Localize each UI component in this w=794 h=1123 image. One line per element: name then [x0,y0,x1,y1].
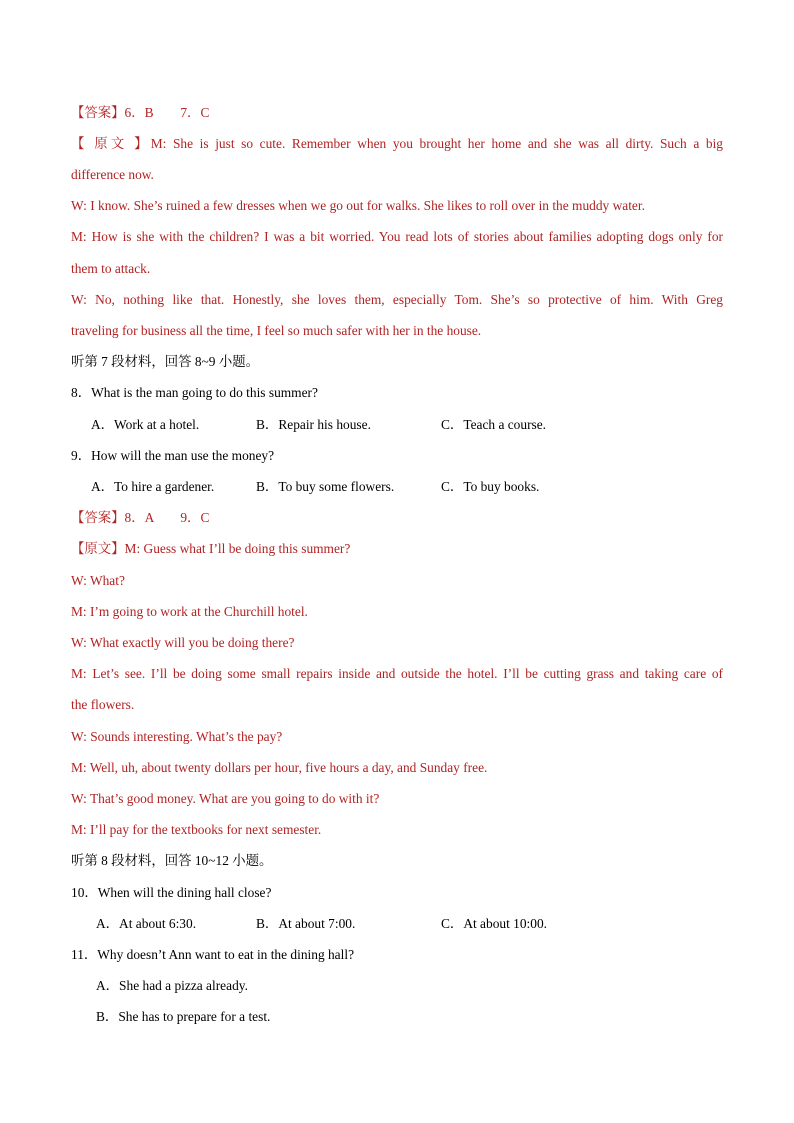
answer-6-7: 【答案】6．B 7．C [71,105,210,120]
transcript-line: 【 原文 】M: She is just so cute. Remember when you brought her home and she was all dirty. Such a big [71,136,723,151]
question-11: 11．Why doesn’t Ann want to eat in the dining hall? [71,947,355,962]
question-10: 10．When will the dining hall close? [71,885,272,900]
transcript-line: W: Sounds interesting. What’s the pay? [71,729,283,744]
question-9: 9．How will the man use the money? [71,448,275,463]
q10-option-b: B．At about 7:00. [256,916,356,931]
transcript-line: M: Let’s see. I’ll be doing some small repairs inside and outside the hotel. I’ll be cutting grass and taking care of [71,666,723,681]
transcript-line: traveling for business all the time, I feel so much safer with her in the house. [71,323,482,338]
transcript-line: them to attack. [71,261,151,276]
q9-option-b: B．To buy some flowers. [256,479,395,494]
transcript-line: 【原文】M: Guess what I’ll be doing this summer? [71,541,351,556]
transcript-line: W: What exactly will you be doing there? [71,635,295,650]
q8-option-b: B．Repair his house. [256,417,371,432]
q8-option-a: A．Work at a hotel. [91,417,200,432]
q10-option-c: C．At about 10:00. [441,916,548,931]
transcript-line: M: I’ll pay for the textbooks for next semester. [71,822,322,837]
transcript-line: W: That’s good money. What are you going to do with it? [71,791,380,806]
q9-option-a: A．To hire a gardener. [91,479,215,494]
section-8-intro: 听第 8 段材料，回答 10~12 小题。 [71,853,273,868]
transcript-line: the flowers. [71,697,135,712]
transcript-line: M: I’m going to work at the Churchill hotel. [71,604,308,619]
transcript-line: W: I know. She’s ruined a few dresses when we go out for walks. She likes to roll over in the muddy water. [71,198,645,213]
answer-8-9: 【答案】8．A 9．C [71,510,210,525]
q10-option-a: A．At about 6:30. [96,916,197,931]
transcript-line: M: How is she with the children? I was a bit worried. You read lots of stories about families adopting dogs only for [71,229,723,244]
section-7-intro: 听第 7 段材料，回答 8~9 小题。 [71,354,260,369]
q9-option-c: C．To buy books. [441,479,540,494]
q11-option-b: B．She has to prepare for a test. [96,1009,271,1024]
q11-option-a: A．She had a pizza already. [96,978,248,993]
question-8: 8．What is the man going to do this summer? [71,385,318,400]
transcript-line: W: No, nothing like that. Honestly, she loves them, especially Tom. She’s so protective of him. With Greg [71,292,723,307]
transcript-line: W: What? [71,573,125,588]
transcript-line: difference now. [71,167,154,182]
q8-option-c: C．Teach a course. [441,417,547,432]
transcript-line: M: Well, uh, about twenty dollars per hour, five hours a day, and Sunday free. [71,760,488,775]
